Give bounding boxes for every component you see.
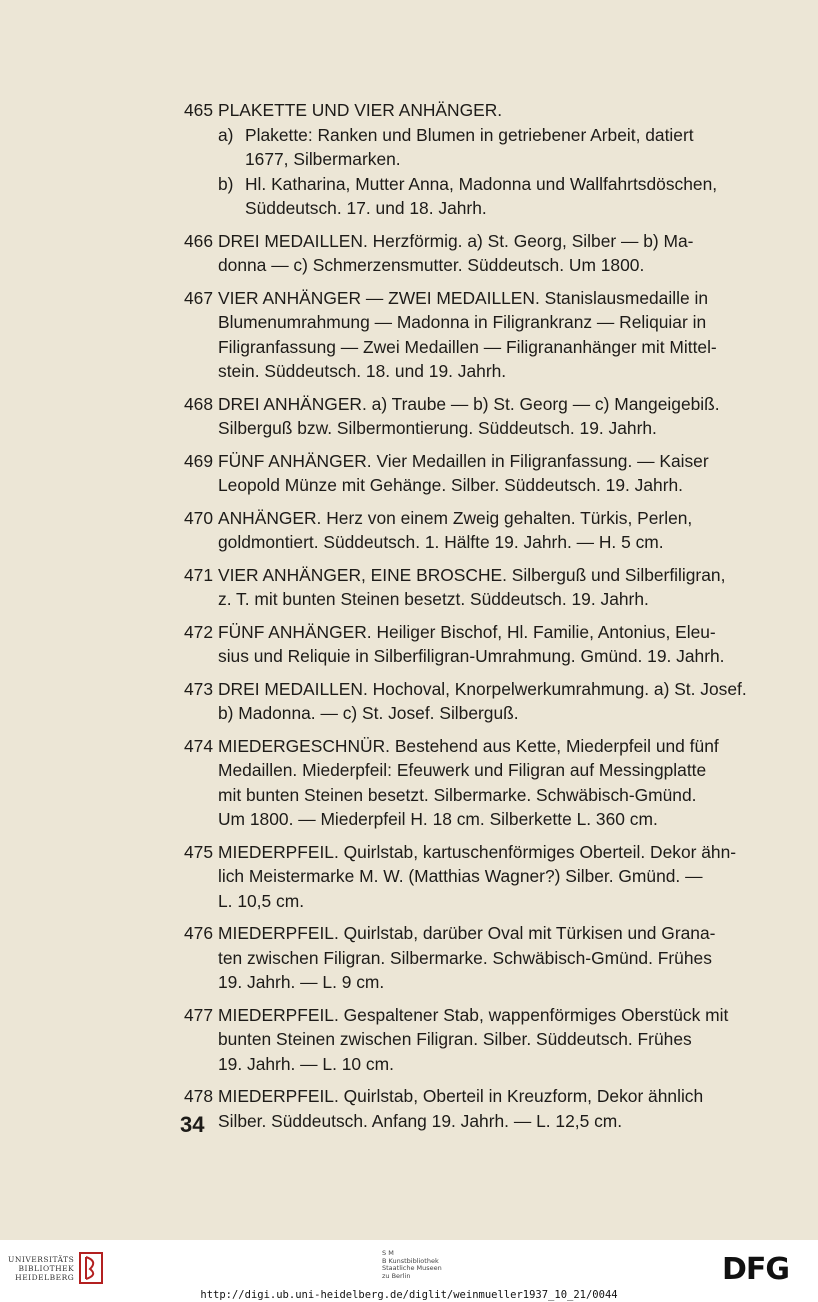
- catalog-entry: [184, 840, 792, 914]
- lot-number: 474: [184, 735, 214, 756]
- entry-text-line: donna — c) Schmerzensmutter. Süddeutsch. Um 1800.: [218, 255, 645, 275]
- catalog-entry: [184, 506, 792, 555]
- catalog-entry: [184, 1084, 792, 1133]
- digitization-footer: [0, 1240, 818, 1302]
- entry-text-line: MIEDERPFEIL. Gespaltener Stab, wappenförmiges Oberstück mit: [218, 1004, 729, 1025]
- sub-item-letter: b): [218, 173, 234, 194]
- entry-text-line: DREI MEDAILLEN. Hochoval, Knorpelwerkumrahmung. a) St. Josef.: [218, 678, 747, 699]
- page-number: 34: [180, 1112, 205, 1137]
- lot-number: 470: [184, 507, 214, 528]
- dfg-logo[interactable]: DFG: [722, 1252, 790, 1287]
- catalog-entry: [184, 563, 792, 612]
- catalog-entry: [184, 286, 792, 384]
- catalog-entry: [184, 677, 792, 726]
- permalink-url[interactable]: http://digi.ub.uni-heidelberg.de/diglit/weinmueller1937_10_21/0044: [200, 1289, 618, 1301]
- entry-text-line: Silber. Süddeutsch. Anfang 19. Jahrh. — L. 12,5 cm.: [218, 1110, 623, 1131]
- entry-text-line: Leopold Münze mit Gehänge. Silber. Süddeutsch. 19. Jahrh.: [218, 475, 684, 495]
- lot-number: 466: [184, 230, 214, 251]
- catalog-entry: [184, 1003, 792, 1077]
- lot-number: 472: [184, 621, 214, 642]
- sub-item-letter: a): [218, 124, 234, 145]
- entry-text-line: FÜNF ANHÄNGER. Vier Medaillen in Filigranfassung. — Kaiser: [218, 450, 709, 471]
- entry-text-line: mit bunten Steinen besetzt. Silbermarke. Schwäbisch-Gmünd.: [218, 784, 697, 805]
- lot-number: 469: [184, 450, 214, 471]
- entry-sub-item: [218, 123, 792, 172]
- lot-number: 477: [184, 1004, 214, 1025]
- entry-text-line: MIEDERPFEIL. Quirlstab, darüber Oval mit Türkisen und Grana-: [218, 923, 716, 943]
- catalog-entry: [184, 229, 792, 278]
- entry-text-line: L. 10,5 cm.: [218, 890, 305, 911]
- entry-text-line: Silberguß bzw. Silbermontierung. Süddeutsch. 19. Jahrh.: [218, 418, 657, 438]
- catalog-entry: [184, 98, 792, 221]
- entry-text-line: z. T. mit bunten Steinen besetzt. Süddeutsch. 19. Jahrh.: [218, 589, 649, 609]
- catalog-entries: [184, 98, 792, 1141]
- catalog-entry: [184, 449, 792, 498]
- lot-number: 467: [184, 287, 214, 308]
- entry-text-line: 19. Jahrh. — L. 9 cm.: [218, 972, 385, 992]
- sub-item-text-line: 1677, Silbermarken.: [245, 149, 401, 169]
- entry-text-line: PLAKETTE UND VIER ANHÄNGER.: [218, 100, 503, 120]
- entry-text-line: VIER ANHÄNGER, EINE BROSCHE. Silberguß und Silberfiligran,: [218, 564, 726, 585]
- entry-text-line: VIER ANHÄNGER — ZWEI MEDAILLEN. Stanislausmedaille in: [218, 287, 708, 308]
- entry-text-line: DREI MEDAILLEN. Herzförmig. a) St. Georg, Silber — b) Ma-: [218, 230, 694, 251]
- university-name: UNIVERSITÄTS BIBLIOTHEK HEIDELBERG: [8, 1254, 75, 1282]
- entry-text-line: goldmontiert. Süddeutsch. 1. Hälfte 19. Jahrh. — H. 5 cm.: [218, 532, 664, 552]
- catalog-entry: [184, 620, 792, 669]
- entry-text-line: sius und Reliquie in Silberfiligran-Umrahmung. Gmünd. 19. Jahrh.: [218, 646, 725, 666]
- lot-number: 476: [184, 923, 214, 943]
- lot-number: 468: [184, 393, 214, 414]
- entry-text-line: bunten Steinen zwischen Filigran. Silber. Süddeutsch. Frühes: [218, 1029, 692, 1049]
- kunstbibliothek-credit: S M B Kunstbibliothek Staatliche Museen zu Berlin: [382, 1249, 442, 1280]
- entry-sub-item: [218, 172, 792, 221]
- entry-text-line: 19. Jahrh. — L. 10 cm.: [218, 1053, 394, 1074]
- entry-text-line: lich Meistermarke M. W. (Matthias Wagner?) Silber. Gmünd. —: [218, 866, 703, 886]
- lot-number: 475: [184, 841, 214, 862]
- entry-text-line: MIEDERPFEIL. Quirlstab, kartuschenförmiges Oberteil. Dekor ähn-: [218, 841, 737, 862]
- entry-text-line: ANHÄNGER. Herz von einem Zweig gehalten. Türkis, Perlen,: [218, 507, 693, 528]
- sub-item-text-line: Hl. Katharina, Mutter Anna, Madonna und Wallfahrtsdöschen,: [245, 173, 718, 194]
- entry-text-line: Medaillen. Miederpfeil: Efeuwerk und Filigran auf Messingplatte: [218, 760, 707, 780]
- lot-number: 473: [184, 678, 214, 699]
- entry-text-line: Filigranfassung — Zwei Medaillen — Filigrananhänger mit Mittel-: [218, 336, 717, 357]
- catalog-entry: [184, 734, 792, 832]
- entry-text-line: MIEDERGESCHNÜR. Bestehend aus Kette, Miederpfeil und fünf: [218, 735, 719, 756]
- catalog-entry: [184, 392, 792, 441]
- entry-text-line: ten zwischen Filigran. Silbermarke. Schwäbisch-Gmünd. Frühes: [218, 947, 712, 968]
- catalog-entry: [184, 921, 792, 995]
- lot-number: 478: [184, 1086, 214, 1106]
- entry-text-line: stein. Süddeutsch. 18. und 19. Jahrh.: [218, 361, 507, 381]
- entry-text-line: Blumenumrahmung — Madonna in Filigrankranz — Reliquiar in: [218, 312, 707, 332]
- lot-number: 465: [184, 100, 214, 120]
- sub-item-text-line: Süddeutsch. 17. und 18. Jahrh.: [245, 198, 487, 218]
- entry-text-line: Um 1800. — Miederpfeil H. 18 cm. Silberkette L. 360 cm.: [218, 809, 658, 829]
- university-seal-icon: [78, 1251, 104, 1285]
- entry-text-line: DREI ANHÄNGER. a) Traube — b) St. Georg — c) Mangeigebiß.: [218, 393, 720, 414]
- entry-text-line: FÜNF ANHÄNGER. Heiliger Bischof, Hl. Familie, Antonius, Eleu-: [218, 621, 716, 642]
- lot-number: 471: [184, 564, 214, 585]
- entry-text-line: b) Madonna. — c) St. Josef. Silberguß.: [218, 703, 519, 723]
- university-library-logo[interactable]: [8, 1250, 104, 1286]
- entry-text-line: MIEDERPFEIL. Quirlstab, Oberteil in Kreuzform, Dekor ähnlich: [218, 1086, 704, 1106]
- sub-item-text-line: Plakette: Ranken und Blumen in getriebener Arbeit, datiert: [245, 124, 694, 145]
